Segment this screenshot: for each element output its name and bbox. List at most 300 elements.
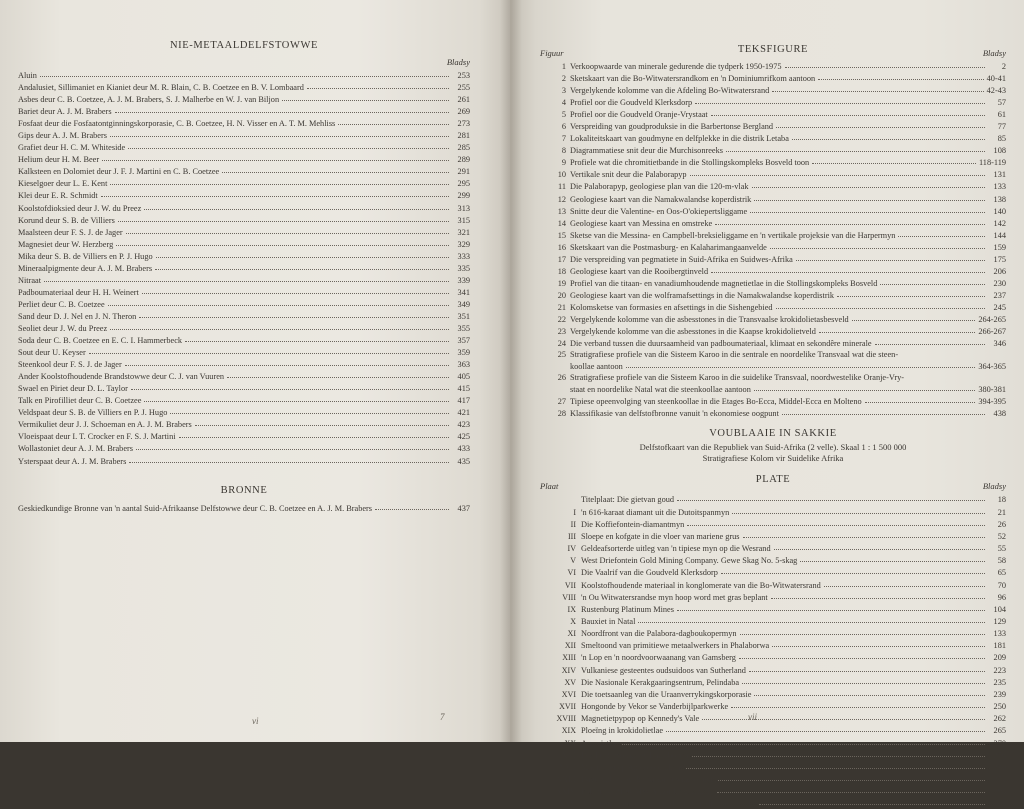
bronne-entry-title: Geskiedkundige Bronne van 'n aantal Suid-Afrikaanse Delfstowwe deur C. B. Coetzee en A. J. M. Brabers: [18, 503, 373, 513]
toc-entry-title: Vermikuliet deur J. J. Schoeman en A. J. M. Brabers: [18, 420, 192, 430]
figure-number: 18: [557, 266, 566, 276]
plate-page: 129: [993, 616, 1006, 626]
leader-dots: [824, 578, 985, 587]
leader-dots: [792, 131, 985, 140]
figure-title: Klassifikasie van delfstofbronne vanuit 'n ekonomiese oogpunt: [570, 409, 779, 419]
figure-number: 14: [557, 218, 566, 228]
plate-number: V: [570, 556, 576, 566]
figure-title: Profiel oor die Goudveld Oranje-Vrystaat: [570, 110, 708, 120]
leader-dots: [686, 760, 985, 769]
leader-dots: [142, 285, 449, 294]
toc-entry-page: 253: [457, 71, 470, 80]
plate-page: 52: [997, 531, 1006, 541]
plate-page: 18: [997, 495, 1006, 505]
toc-entry-page: 433: [457, 444, 470, 454]
plate-page: 250: [993, 702, 1006, 712]
plate-title: Hongonde by Vekor se Vanderbijlparkwerke: [581, 702, 729, 712]
figure-number: 23: [557, 327, 566, 337]
plate-number: XIV: [561, 665, 576, 675]
toc-entry-title: Seoliet deur J. W. du Preez: [18, 323, 108, 333]
leader-dots: [118, 213, 449, 222]
plate-title: Sloepe en kofgate in die vloer van mariene grus: [581, 531, 740, 541]
plate-number: VIII: [562, 592, 576, 602]
leader-dots: [898, 228, 985, 237]
toc-entry-title: Mika deur S. B. de Villiers en P. J. Hugo: [18, 251, 153, 261]
figure-page: 118-119: [978, 158, 1006, 168]
toc-entry-page: 335: [457, 263, 470, 273]
leader-dots: [227, 369, 449, 378]
leader-dots: [115, 104, 449, 113]
figure-title: Sketskaart van die Bo-Witwatersrandkom en 'n Dominiumrifkom aantoon: [570, 74, 816, 84]
plate-title: Smeltoond van primitiewe metaalwerkers in Phalaborwa: [581, 641, 770, 651]
leader-dots: [195, 417, 449, 426]
toc-entry-page: 351: [457, 311, 470, 321]
toc-entry-page: 285: [457, 143, 470, 153]
plate-title: West Driefontein Gold Mining Company. Gewe Skag No. 5-skag: [581, 556, 798, 566]
leader-dots: [170, 405, 449, 414]
leader-dots: [772, 83, 983, 92]
plate-number: II: [570, 519, 576, 529]
leader-dots: [307, 80, 449, 89]
toc-entry-title: Mineraalpigmente deur A. J. M. Brabers: [18, 263, 153, 273]
figure-title: Die Palaborapyp, geologiese plan van die 120-m-vlak: [570, 182, 749, 192]
teksfigure-heading: TEKSFIGURE: [737, 44, 809, 55]
voublaaie-line-2: Stratigrafiese Kolom vir Suidelike Afrika: [702, 453, 844, 464]
toc-entry-title: Sand deur D. J. Nel en J. N. Theron: [18, 311, 137, 321]
figure-title: staat en noordelike Natal wat die steenkoollae aantoon: [570, 385, 751, 395]
toc-entry-page: 355: [457, 323, 470, 333]
toc-entry-title: Wollastoniet deur A. J. M. Brabers: [18, 444, 134, 454]
toc-entry-page: 339: [457, 275, 470, 285]
leader-dots: [110, 321, 449, 330]
figure-page: 264-265: [978, 314, 1006, 324]
plate-title: Algemene aansig van 'n gedeelte van die Sasolwerke: [581, 799, 757, 809]
plate-title: Titelplaat: Die gietvan goud: [581, 495, 675, 505]
plate-page: 371: [993, 775, 1006, 784]
plate-number: XI: [567, 629, 576, 639]
plate-number: XVI: [561, 689, 576, 699]
plate-title: 'n 616-karaat diamant uit die Dutoitspanmyn: [581, 507, 730, 517]
toc-entry-title: Kieselgoer deur L. E. Kent: [18, 179, 108, 189]
plate-page: 104: [993, 604, 1006, 614]
figure-entry: [540, 407, 1006, 419]
teksfigure-bladsy-label: Bladsy: [982, 48, 1006, 58]
figure-title: Die verspreiding van pegmatiete in Suid-Afrika en Suidwes-Afrika: [570, 254, 793, 264]
figure-number: 9: [561, 158, 566, 168]
bronne-entry: [18, 502, 470, 514]
plate-number: XIII: [562, 653, 576, 663]
toc-entry-page: 363: [457, 360, 470, 370]
voublaaie-line-1: Delfstofkaart van die Republiek van Suid-Afrika (2 velle). Skaal 1 : 1 500 000: [639, 442, 907, 453]
plate-number: XV: [564, 677, 576, 687]
right-folio: vii: [748, 712, 757, 722]
plate-title: Bauxiet in Natal: [581, 616, 636, 626]
leader-dots: [770, 240, 985, 249]
leader-dots: [690, 167, 985, 176]
leader-dots: [102, 152, 449, 161]
toc-entry-page: 333: [457, 251, 470, 261]
plate-number: XXII: [559, 762, 576, 772]
toc-entry-title: Steenkool deur F. S. J. de Jager: [18, 360, 122, 370]
plate-page: 96: [997, 592, 1006, 602]
figure-number: 21: [557, 302, 566, 312]
figure-page: 266-267: [978, 327, 1006, 337]
leader-dots: [375, 501, 449, 510]
leader-dots: [812, 155, 976, 164]
figure-number: 24: [557, 339, 566, 349]
plaat-label: Plaat: [540, 481, 559, 492]
leader-dots: [875, 336, 985, 345]
plate-number: XXIV: [556, 787, 576, 797]
text-figures-list: [540, 60, 1006, 419]
toc-entry-page: 261: [457, 95, 470, 105]
leader-dots: [136, 441, 449, 450]
leader-dots: [852, 312, 976, 321]
plate-page: 330: [993, 762, 1006, 772]
leader-dots: [732, 505, 985, 514]
plate-page: 276: [993, 750, 1006, 760]
leader-dots: [695, 95, 985, 104]
figure-page: 230: [993, 278, 1006, 288]
plate-title: Die Fosforwerke by Phalaborwa: [581, 750, 689, 760]
toc-entry-title: Swael en Piriet deur D. L. Taylor: [18, 384, 128, 394]
plate-number: IX: [567, 604, 576, 614]
leader-dots: [156, 249, 449, 258]
figure-title: Vergelykende kolomme van die Afdeling Bo-Witwatersrand: [570, 86, 770, 96]
toc-entry-page: 299: [457, 191, 470, 201]
toc-entry-page: 281: [457, 131, 470, 141]
plate-number: VII: [564, 580, 576, 590]
toc-entry-page: 359: [457, 348, 470, 358]
plate-number: VI: [567, 568, 576, 578]
toc-entry-title: Vloeispaat deur I. T. Crocker en F. S. J. Martini: [18, 432, 176, 442]
plate-heading: PLATE: [755, 474, 791, 486]
leader-dots: [759, 796, 985, 805]
figure-number: 25: [557, 350, 566, 360]
plate-title: Dagmynbou by die Arnot-steenkoolmyn: [581, 775, 715, 784]
figure-page: 237: [993, 290, 1006, 300]
plate-title: Rustenburg Platinum Mines: [581, 604, 674, 614]
figure-number: 26: [557, 373, 566, 383]
leader-dots: [749, 663, 985, 672]
toc-entry-page: 289: [457, 155, 470, 165]
leader-dots: [740, 626, 985, 635]
plate-number: I: [573, 507, 576, 517]
toc-entry-page: 315: [457, 215, 470, 225]
leader-dots: [622, 736, 985, 745]
plates-list: [540, 493, 1006, 809]
plate-title: Vulkaniese gesteentes oudsuidoos van Sutherland: [581, 665, 746, 675]
figure-title: Profiele wat die chromitietbande in die Stollingskompleks Bosveld toon: [570, 158, 810, 168]
plate-number: XXIII: [556, 775, 576, 784]
figure-page: 133: [993, 182, 1006, 192]
leader-dots: [750, 204, 985, 213]
plate-title: Geldeafsorterde uitleg van 'n tipiese myn op die Wesrand: [581, 544, 771, 554]
figure-number: 8: [561, 146, 566, 156]
plate-page: 58: [997, 556, 1006, 566]
leader-dots: [776, 119, 985, 128]
leader-dots: [880, 276, 985, 285]
left-bladsy-label: Bladsy: [446, 57, 470, 67]
figure-page: 394-395: [978, 397, 1006, 407]
figure-title: Vergelykende kolomme van die asbesstones in die Kaapse krokidolietveld: [570, 327, 816, 337]
figuur-label: Figuur: [540, 48, 564, 58]
figure-title: Verspreiding van goudproduksie in die Barbertonse Bergland: [570, 122, 774, 132]
toc-entry-title: Talk en Pirofilliet deur C. B. Coetzee: [18, 396, 142, 406]
plate-number: XXI: [561, 750, 576, 760]
leader-dots: [754, 687, 985, 696]
voublaaie-heading: VOUBLAAIE IN SAKKIE: [709, 428, 837, 440]
plate-page: 209: [993, 653, 1006, 663]
leader-dots: [185, 333, 449, 342]
toc-entry-title: Klei deur E. R. Schmidt: [18, 191, 98, 201]
plate-number: XX: [564, 738, 576, 748]
figure-title: Die verband tussen die duursaamheid van padboumateriaal, klimaat en sekondêre minerale: [570, 339, 872, 349]
figure-number: 7: [561, 134, 566, 144]
plate-page: 235: [993, 677, 1006, 687]
leader-dots: [785, 59, 986, 68]
figure-title: Kolomsketse van formasies en afsettings in die Sishengebied: [570, 302, 773, 312]
plate-entry: [540, 797, 1006, 809]
figure-page: 438: [993, 409, 1006, 419]
leader-dots: [129, 454, 449, 463]
leader-dots: [771, 590, 985, 599]
figure-number: 11: [558, 182, 566, 192]
toc-entry-page: 357: [457, 336, 470, 346]
figure-title: Geologiese kaart van die Namakwalandse koperdistrik: [570, 194, 752, 204]
plate-number: XIX: [561, 726, 576, 736]
figure-number: 22: [557, 314, 566, 324]
plate-title: Ploeïng in krokidolietlae: [581, 726, 664, 736]
leader-dots: [125, 357, 449, 366]
toc-entry-title: Nitraat: [18, 275, 42, 285]
leader-dots: [44, 273, 449, 282]
plate-page: 70: [997, 580, 1006, 590]
figure-page: 159: [993, 242, 1006, 252]
plate-title: 'n Lop en 'n noordvoorwaanang van Gamsberg: [581, 653, 736, 663]
figure-title: Geologiese kaart van Messina en omstreke: [570, 218, 713, 228]
figure-page: 364-365: [978, 362, 1006, 372]
figure-title: Stratigrafiese profiele van die Sisteem Karoo in die sentrale en noordelike Transvaal wat die steen-: [570, 350, 899, 360]
plate-title: Koolstofhoudende materiaal in konglomerate van die Bo-Witwatersrand: [581, 580, 821, 590]
toc-entry-page: 321: [457, 227, 470, 237]
toc-entry-title: Helium deur H. M. Beer: [18, 155, 100, 165]
toc-entry-title: Maalsteen deur F. S. J. de Jager: [18, 227, 123, 237]
figure-page: 131: [993, 170, 1006, 180]
leader-dots: [776, 300, 985, 309]
toc-entry-page: 273: [457, 119, 470, 129]
plate-number: XVIII: [556, 714, 576, 724]
toc-entry-page: 329: [457, 239, 470, 249]
figure-number: 28: [557, 409, 566, 419]
toc-entry-page: 415: [457, 384, 470, 394]
leader-dots: [702, 711, 985, 720]
plate-page: 26: [997, 519, 1006, 529]
non-metal-toc-list: [18, 69, 470, 467]
toc-entry-title: Aluin: [18, 71, 37, 80]
leader-dots: [742, 675, 985, 684]
figure-page: 140: [993, 206, 1006, 216]
figure-number: 3: [561, 86, 566, 96]
figure-number: 17: [557, 254, 566, 264]
leader-dots: [819, 324, 975, 333]
leader-dots: [837, 288, 985, 297]
plate-page: 21: [997, 507, 1006, 517]
leader-dots: [110, 176, 449, 185]
figure-number: 10: [557, 170, 566, 180]
toc-entry-title: Asbes deur C. B. Coetzee, A. J. M. Brabers, S. J. Malherbe en W. J. van Biljon: [18, 95, 280, 105]
toc-entry-title: Magnesiet deur W. Herzberg: [18, 239, 114, 249]
figure-title: Lokaliteitskaart van goudmyne en delfplekke in die distrik Letaba: [570, 134, 789, 144]
plate-title: Magnesiet op Apiesdoorndraai: [581, 762, 683, 772]
figure-number: 19: [557, 278, 566, 288]
figure-title: koollae aantoon: [570, 362, 623, 372]
leader-dots: [711, 264, 985, 273]
toc-entry-title: Perliet deur C. B. Coetzee: [18, 299, 105, 309]
figure-number: 2: [561, 74, 566, 84]
leader-dots: [144, 201, 449, 210]
leader-dots: [754, 382, 975, 391]
figure-page: 2: [1001, 62, 1006, 71]
figure-title: Sketse van die Messina- en Campbell-breksieliggame en 'n vertikale projeksie van die Harpermyn: [570, 230, 896, 240]
toc-entry-page: 313: [457, 203, 470, 213]
figure-title: Verkoopwaarde van minerale gedurende die tydperk 1950-1975: [570, 62, 782, 71]
figure-number: 12: [557, 194, 566, 204]
toc-entry-page: 405: [457, 372, 470, 382]
figure-page: 85: [997, 134, 1006, 144]
figure-number: 16: [557, 242, 566, 252]
toc-entry-title: Sout deur U. Keyser: [18, 348, 86, 358]
figure-title: Vergelykende kolomme van die asbesstones in die Transvaalse krokidolietasbesveld: [570, 314, 849, 324]
right-page: [510, 0, 1024, 809]
toc-entry-page: 421: [457, 408, 470, 418]
leader-dots: [739, 650, 985, 659]
plate-page: 55: [997, 544, 1006, 554]
figure-entry: [540, 337, 1006, 349]
leader-dots: [800, 553, 985, 562]
toc-entry-title: Soda deur C. B. Coetzee en E. C. I. Hammerbeck: [18, 336, 183, 346]
figure-page: 61: [997, 110, 1006, 120]
figure-title: Snitte deur die Valentine- en Oos-O'okiepertsliggame: [570, 206, 748, 216]
figure-page: 108: [993, 146, 1006, 156]
plate-title: Eskom se 2100-MW Arnot-kragsentrale: [581, 787, 714, 797]
plate-page: 265: [993, 726, 1006, 736]
leader-dots: [687, 517, 985, 526]
plate-page: 262: [993, 714, 1006, 724]
left-heading: NIE-METAALDELFSTOWWE: [169, 40, 319, 51]
leader-dots: [865, 394, 976, 403]
plate-page: 223: [993, 665, 1006, 675]
plate-page: 239: [993, 689, 1006, 699]
leader-dots: [89, 345, 449, 354]
toc-entry-title: Fosfaat deur die Fosfaatontginningskorporasie, C. B. Coetzee, H. N. Visser en A. T. M. Mehliss: [18, 119, 336, 129]
plate-page: 270: [993, 738, 1006, 748]
figure-number: 5: [561, 110, 566, 120]
figure-title: Sketskaart van die Postmasburg- en Kalaharimangaanvelde: [570, 242, 767, 252]
leader-dots: [718, 772, 985, 781]
figure-number: 6: [561, 122, 566, 132]
figure-number: 1: [561, 62, 566, 71]
figure-title: Geologiese kaart van die Rooibergtinveld: [570, 266, 709, 276]
leader-dots: [731, 699, 985, 708]
plate-number: XII: [564, 641, 576, 651]
figure-number: 4: [561, 98, 566, 108]
plate-title: Die toetsaanleg van die Uraanverrykingskorporasie: [581, 689, 752, 699]
leader-dots: [666, 723, 985, 732]
leader-dots: [717, 784, 985, 793]
leader-dots: [626, 359, 976, 368]
figure-page: 142: [993, 218, 1006, 228]
leader-dots: [131, 381, 449, 390]
figure-title: Profiel oor die Goudveld Klerksdorp: [570, 98, 693, 108]
toc-entry-page: 291: [457, 167, 470, 177]
leader-dots: [282, 92, 449, 101]
plate-number: XXV: [558, 799, 576, 809]
bronne-heading: BRONNE: [220, 484, 268, 496]
figure-page: 42-43: [986, 86, 1006, 96]
leader-dots: [40, 68, 449, 77]
figure-title: Geologiese kaart van die wolframafsettings in die Namakwalandse koperdistrik: [570, 290, 835, 300]
toc-entry-title: Grafiet deur H. C. M. Whiteside: [18, 143, 126, 153]
leader-dots: [774, 541, 985, 550]
plate-title: Die Nasionale Kerakgaaringsentrum, Pelindaba: [581, 677, 740, 687]
bronne-entry-page: 437: [457, 503, 470, 513]
leader-dots: [752, 179, 985, 188]
leader-dots: [782, 406, 985, 415]
leader-dots: [715, 216, 985, 225]
plate-bladsy-label: Bladsy: [982, 481, 1006, 492]
leader-dots: [116, 237, 449, 246]
toc-entry-title: Padboumateriaal deur H. H. Weinert: [18, 287, 139, 297]
figure-page: 138: [993, 194, 1006, 204]
toc-entry-page: 423: [457, 420, 470, 430]
leader-dots: [128, 140, 449, 149]
toc-entry-title: Kalksteen en Dolomiet deur J. F. J. Martini en C. B. Coetzee: [18, 167, 220, 177]
plate-page: 401: [993, 799, 1006, 809]
toc-entry-page: 349: [457, 299, 470, 309]
leader-dots: [179, 429, 449, 438]
figure-page: 77: [997, 122, 1006, 132]
plate-page: 65: [997, 568, 1006, 578]
figure-number: 15: [557, 230, 566, 240]
plate-page: 181: [993, 641, 1006, 651]
leader-dots: [711, 107, 985, 116]
figure-number: 27: [557, 397, 566, 407]
figure-page: 175: [993, 254, 1006, 264]
toc-entry-page: 417: [457, 396, 470, 406]
leader-dots: [726, 143, 985, 152]
left-folio: vi: [252, 716, 259, 726]
leader-dots: [638, 614, 985, 623]
plate-number: X: [570, 616, 576, 626]
leader-dots: [818, 71, 983, 80]
leader-dots: [677, 602, 985, 611]
plate-number: XVII: [559, 702, 576, 712]
toc-entry-title: Gips deur A. J. M. Brabers: [18, 131, 107, 141]
toc-entry-page: 269: [457, 107, 470, 117]
figure-page: 346: [993, 339, 1006, 349]
leader-dots: [721, 565, 985, 574]
plate-number: IV: [567, 544, 576, 554]
leader-dots: [126, 225, 449, 234]
toc-entry-title: Koolstofdioksied deur J. W. du Preez: [18, 203, 142, 213]
figure-title: Profiel van die titaan- en vanadiumhoudende magnetietlae in die Stollingskompleks Bosveld: [570, 278, 878, 288]
leader-dots: [101, 188, 449, 197]
figure-page: 144: [993, 230, 1006, 240]
plate-title: Amosietlae: [581, 738, 619, 748]
plate-title: Magnetietpypop op Kennedy's Vale: [581, 714, 700, 724]
figure-page: 40-41: [986, 74, 1006, 84]
